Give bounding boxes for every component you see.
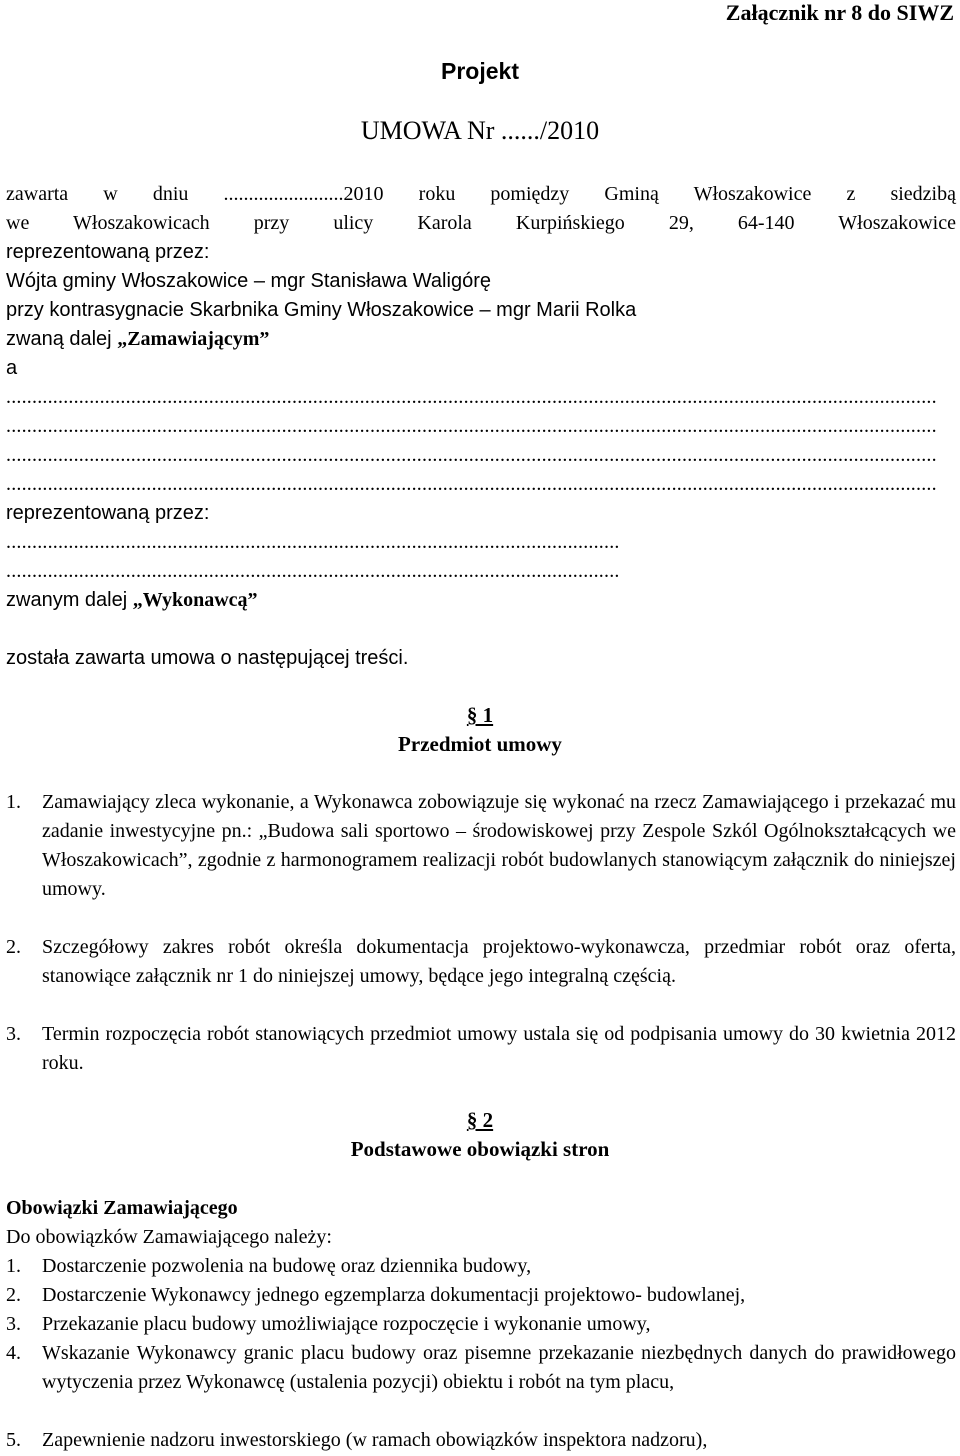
item-number: 5. xyxy=(6,1429,21,1451)
blank-line-1: ................................................................................................................................................................................... xyxy=(6,386,937,408)
ordering-party-name: „Zamawiającym” xyxy=(117,328,270,350)
blank-line-3: ................................................................................................................................................................................... xyxy=(6,444,937,466)
item-number: 4. xyxy=(6,1342,21,1364)
intro-line-5: przy kontrasygnacie Skarbnika Gminy Włoszakowice – mgr Marii Rolka xyxy=(6,299,637,321)
section-2-item-5 xyxy=(6,1426,956,1455)
blank-line-5: ...................................................................................................................... xyxy=(6,531,620,553)
section-2-title: Podstawowe obowiązki stron xyxy=(350,1137,610,1161)
item-text: Zapewnienie nadzoru inwestorskiego (w ramach obowiązków inspektora nadzoru), xyxy=(42,1429,708,1451)
ordering-party-duties-heading: Obowiązki Zamawiającego xyxy=(6,1197,238,1219)
item-text: Wskazanie Wykonawcy granic placu budowy oraz pisemne przekazanie niezbędnych danych do prawidłowego wytyczenia przez Wykonawcę (ustalenia pozycji) obiektu i robót na tym placu, xyxy=(42,1342,956,1393)
contractor-line xyxy=(6,586,956,615)
item-text: Dostarczenie pozwolenia na budowę oraz dziennika budowy, xyxy=(42,1255,532,1277)
section-1-number: § 1 xyxy=(466,703,494,727)
intro-line-1: zawarta w dniu ........................2010 roku pomiędzy Gminą Włoszakowice z siedzibą xyxy=(6,183,956,205)
intro-line-7: a xyxy=(6,357,18,379)
section-1-title: Przedmiot umowy xyxy=(398,732,562,756)
blank-line-6: ...................................................................................................................... xyxy=(6,560,620,582)
item-number: 1. xyxy=(6,791,21,813)
section-2-item-4 xyxy=(6,1339,956,1397)
item-number: 1. xyxy=(6,1255,21,1277)
intro-line-6 xyxy=(6,325,956,354)
section-2-item-1 xyxy=(6,1252,956,1281)
item-number: 2. xyxy=(6,936,21,958)
item-number: 2. xyxy=(6,1284,21,1306)
blank-line-2: ................................................................................................................................................................................... xyxy=(6,415,937,437)
item-number: 3. xyxy=(6,1313,21,1335)
item-text: Zamawiający zleca wykonanie, a Wykonawca zobowiązuje się wykonać na rzecz Zamawiającego i przekazać mu zadanie inwestycyjne pn.: „Budowa sali sportowo – środowiskowej przy Zespole Szkól Ogólnokształcących we Włoszakowicach”, zgodnie z harmonogramem realizacji robót budowlanych stanowiącym załącznik do niniejszej umowy. xyxy=(42,791,956,900)
intro-line-3: reprezentowaną przez: xyxy=(6,241,210,263)
contractor-rep-label: reprezentowaną przez: xyxy=(6,502,210,524)
attachment-label: Załącznik nr 8 do SIWZ xyxy=(725,0,954,25)
item-text: Termin rozpoczęcia robót stanowiących przedmiot umowy ustala się od podpisania umowy do 30 kwietnia 2012 roku. xyxy=(42,1023,956,1074)
ordering-party-duties-lead: Do obowiązków Zamawiającego należy: xyxy=(6,1226,332,1248)
intro-line-2: we Włoszakowicach przy ulicy Karola Kurpińskiego 29, 64-140 Włoszakowice xyxy=(6,212,956,234)
blank-line-4: ................................................................................................................................................................................... xyxy=(6,473,937,495)
item-text: Przekazanie placu budowy umożliwiające rozpoczęcie i wykonanie umowy, xyxy=(42,1313,651,1335)
ordering-party-prefix: zwaną dalej xyxy=(6,328,118,350)
project-label: Projekt xyxy=(441,58,519,84)
item-text: Szczegółowy zakres robót określa dokumentacja projektowo-wykonawcza, przedmiar robót oraz oferta, stanowiące załącznik nr 1 do niniejszej umowy, będące jego integralną częścią. xyxy=(42,936,956,987)
item-text: Dostarczenie Wykonawcy jednego egzemplarza dokumentacji projektowo- budowlanej, xyxy=(42,1284,746,1306)
section-1-item-1 xyxy=(6,788,956,904)
agreement-title: UMOWA Nr ....../2010 xyxy=(360,116,600,145)
item-number: 3. xyxy=(6,1023,21,1045)
intro-line-4: Wójta gminy Włoszakowice – mgr Stanisława Waligórę xyxy=(6,270,491,292)
contractor-name: „Wykonawcą” xyxy=(132,589,258,611)
concluded-line: została zawarta umowa o następującej treści. xyxy=(6,647,409,669)
section-2-number: § 2 xyxy=(466,1108,494,1132)
contractor-prefix: zwanym dalej xyxy=(6,589,133,611)
section-1-item-2 xyxy=(6,933,956,991)
section-1-item-3 xyxy=(6,1020,956,1078)
section-2-item-2 xyxy=(6,1281,956,1310)
section-2-item-3 xyxy=(6,1310,956,1339)
